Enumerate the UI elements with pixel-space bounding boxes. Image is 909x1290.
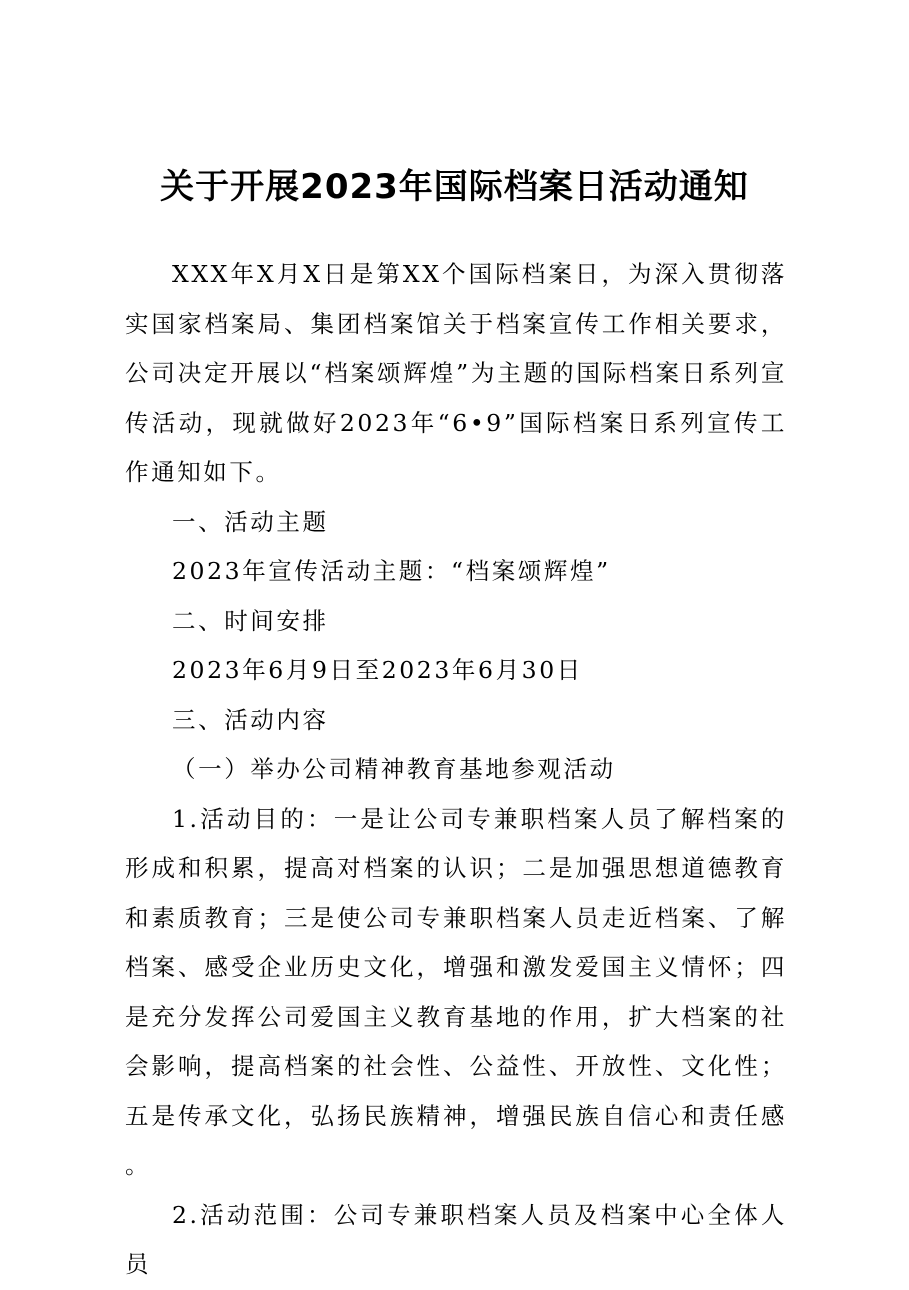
item-scope-paragraph: 2.活动范围：公司专兼职档案人员及档案中心全体人员 xyxy=(125,1200,787,1278)
subsection-heading-visit: （一）举办公司精神教育基地参观活动 xyxy=(172,755,616,783)
intro-paragraph: XXX年X月X日是第XX个国际档案日，为深入贯彻落实国家档案局、集团档案馆关于档案宣传工作相关要求，公司决定开展以“档案颂辉煌”为主题的国际档案日系列宣传活动，现就做好2023年“6•9”国际档案日系列宣传工作通知如下。 xyxy=(125,260,787,486)
document-body xyxy=(125,250,787,1290)
section-text-schedule: 2023年6月9日至2023年6月30日 xyxy=(172,656,583,684)
section-heading-theme: 一、活动主题 xyxy=(172,507,329,536)
document-title: 关于开展2023年国际档案日活动通知 xyxy=(160,167,749,207)
item-purpose-paragraph: 1.活动目的：一是让公司专兼职档案人员了解档案的形成和积累，提高对档案的认识；二是加强思想道德教育和素质教育；三是使公司专兼职档案人员走近档案、了解档案、感受企业历史文化，增强和激发爱国主义情怀；四是充分发挥公司爱国主义教育基地的作用，扩大档案的社会影响，提高档案的社会性、公益性、开放性、文化性；五是传承文化，弘扬民族精神，增强民族自信心和责任感。 xyxy=(125,804,787,1179)
section-text-theme: 2023年宣传活动主题：“档案颂辉煌” xyxy=(172,557,611,585)
section-heading-content: 三、活动内容 xyxy=(172,705,329,734)
section-heading-schedule: 二、时间安排 xyxy=(172,606,329,635)
